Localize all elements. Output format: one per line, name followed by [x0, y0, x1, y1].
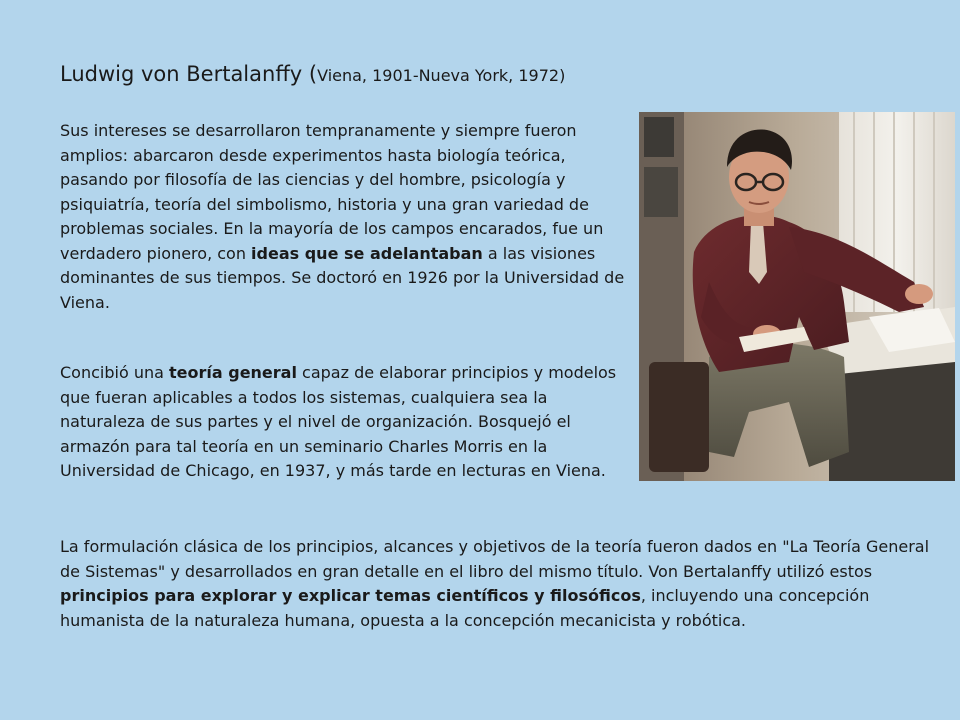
paragraph-3-highlight: principios para explorar y explicar temas científicos y filosóficos	[60, 586, 641, 605]
title-name: Ludwig von Bertalanffy (	[60, 62, 318, 86]
paragraph-1-text-a: Sus intereses se desarrollaron tempranamente y siempre fueron amplios: abarcaron desde experimentos hasta biología teórica, pasando por filosofía de las ciencias y del hombre, psicología y psiquiatría, teoría del simbolismo, historia y una gran variedad de problemas sociales. En la mayoría de los campos encarados, fue un verdadero pionero, con	[60, 121, 604, 263]
paragraph-2-text-a: Concibió una	[60, 363, 169, 382]
title-dates: Viena, 1901-Nueva York, 1972)	[317, 66, 566, 85]
portrait-photo	[639, 112, 955, 481]
paragraph-1-highlight: ideas que se adelantaban	[251, 243, 483, 263]
paragraph-2-highlight: teoría general	[169, 363, 297, 382]
page-title	[60, 62, 565, 86]
paragraph-2-text-b: capaz de elaborar principios y modelos que fueran aplicables a todos los sistemas, cualquiera sea la naturaleza de sus partes y el nivel de organización. Bosquejó el armazón para tal teoría en un seminario Charles Morris en la Universidad de Chicago, en 1937, y más tarde en lecturas en Viena.	[60, 363, 617, 480]
paragraph-interests	[60, 119, 628, 315]
paragraph-3-text-a: La formulación clásica de los principios, alcances y objetivos de la teoría fueron dados en "La Teoría General de Sistemas" y desarrollados en gran detalle en el libro del mismo título. Von Bertalanffy utilizó estos	[60, 537, 930, 581]
paragraph-formulation	[60, 535, 930, 633]
paragraph-1-text-b: a las visiones dominantes de sus tiempos. Se doctoró en 1926 por la Universidad de Viena.	[60, 243, 625, 312]
paragraph-3-text-b: , incluyendo una concepción humanista de la naturaleza humana, opuesta a la concepción mecanicista y robótica.	[60, 586, 870, 630]
paragraph-general-theory	[60, 361, 625, 484]
portrait-illustration	[639, 112, 955, 481]
